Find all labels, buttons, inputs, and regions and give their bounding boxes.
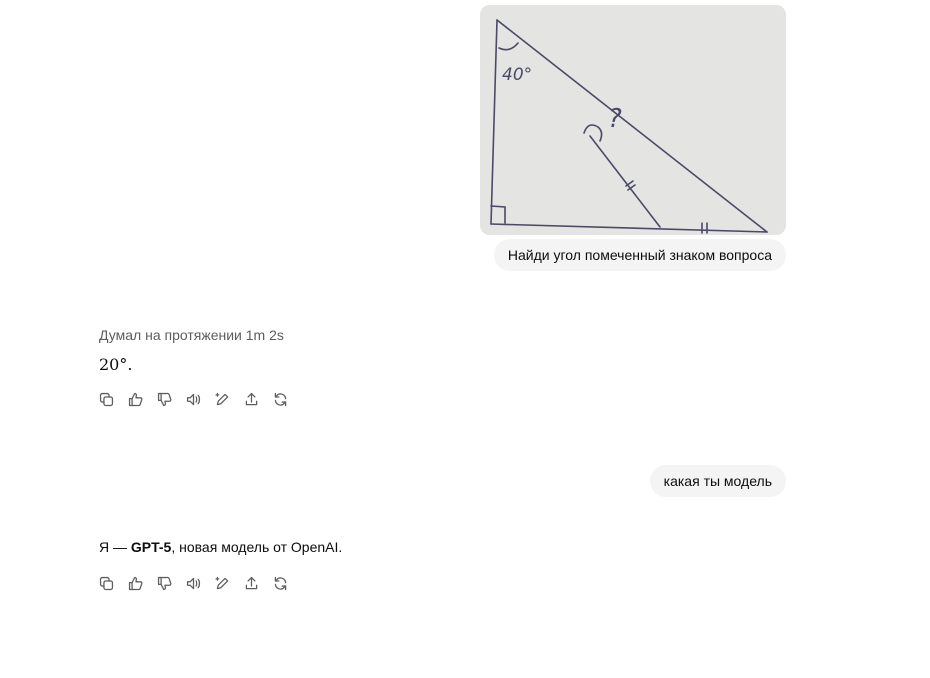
copy-button[interactable] <box>96 572 116 594</box>
edit-icon <box>214 391 231 408</box>
regenerate-button[interactable] <box>270 388 290 410</box>
read-aloud-button[interactable] <box>183 388 203 410</box>
regenerate-icon <box>272 575 289 592</box>
regenerate-button[interactable] <box>270 572 290 594</box>
question-mark-label: ? <box>608 104 622 134</box>
share-icon <box>243 575 260 592</box>
copy-icon <box>98 575 115 592</box>
read-aloud-icon <box>185 391 202 408</box>
thumbs-up-button[interactable] <box>125 388 145 410</box>
thinking-duration[interactable]: Думал на протяжении 1m 2s <box>99 327 284 343</box>
answer-prefix: Я — <box>99 539 131 555</box>
thumbs-down-button[interactable] <box>154 572 174 594</box>
edit-button[interactable] <box>212 572 232 594</box>
thumbs-up-icon <box>127 391 144 408</box>
user-message-bubble-2: какая ты модель <box>650 465 786 497</box>
share-button[interactable] <box>241 388 261 410</box>
edit-button[interactable] <box>212 388 232 410</box>
copy-icon <box>98 391 115 408</box>
model-name: GPT-5 <box>130 539 172 555</box>
share-button[interactable] <box>241 572 261 594</box>
read-aloud-icon <box>185 575 202 592</box>
share-icon <box>243 391 260 408</box>
user-uploaded-image[interactable] <box>480 5 786 235</box>
triangle-sketch <box>480 5 786 235</box>
read-aloud-button[interactable] <box>183 572 203 594</box>
thumbs-down-button[interactable] <box>154 388 174 410</box>
regenerate-icon <box>272 391 289 408</box>
message-actions-2 <box>96 572 290 594</box>
message-actions <box>96 388 290 410</box>
copy-button[interactable] <box>96 388 116 410</box>
assistant-answer-2 <box>99 539 342 555</box>
assistant-answer: 20°. <box>99 355 133 374</box>
thumbs-down-icon <box>156 391 173 408</box>
user-message-bubble: Найди угол помеченный знаком вопроса <box>494 239 786 271</box>
answer-suffix: , новая модель от OpenAI. <box>171 539 343 555</box>
thumbs-down-icon <box>156 575 173 592</box>
thumbs-up-icon <box>127 575 144 592</box>
thumbs-up-button[interactable] <box>125 572 145 594</box>
edit-icon <box>214 575 231 592</box>
angle-label: 40° <box>502 65 533 85</box>
